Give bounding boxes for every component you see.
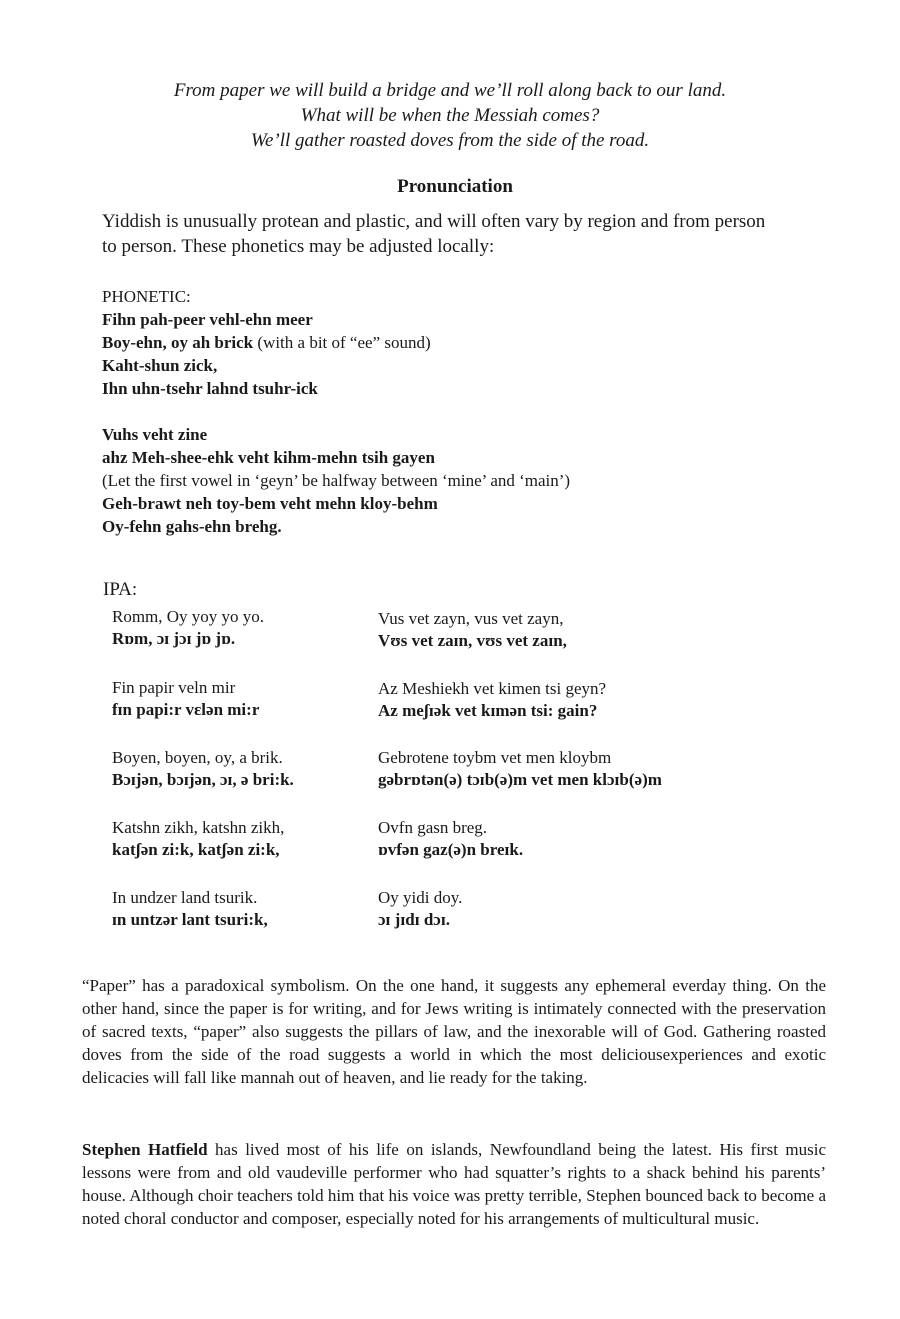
ipa-right-stanza-4 bbox=[378, 817, 523, 861]
phonetic-line-4: Ihn uhn-tsehr lahnd tsuhr-ick bbox=[102, 379, 318, 398]
ipa-left-3-text: Boyen, boyen, oy, a brik. bbox=[112, 748, 283, 767]
pronunciation-intro-line-2: to person. These phonetics may be adjusted locally: bbox=[102, 236, 495, 257]
ipa-right-4-ipa: ɒvfən gaz(ə)n breɪk. bbox=[378, 840, 524, 859]
ipa-label: IPA: bbox=[103, 579, 138, 600]
ipa-right-2-ipa: Az meʃɪək vet kɪmən tsi: gain? bbox=[378, 701, 598, 720]
phonetic-block bbox=[102, 285, 570, 538]
ipa-right-1-text: Vus vet zayn, vus vet zayn, bbox=[378, 609, 564, 628]
bio-name: Stephen Hatfield bbox=[82, 1140, 208, 1159]
phonetic-line-3: Kaht-shun zick, bbox=[102, 356, 218, 375]
poem-line-3: We’ll gather roasted doves from the side of the road. bbox=[250, 130, 650, 151]
phonetic-label: PHONETIC: bbox=[102, 287, 191, 306]
ipa-right-stanza-1 bbox=[378, 608, 567, 652]
commentary-paragraph: “Paper” has a paradoxical symbolism. On the one hand, it suggests any ephemeral everday thing. On the other hand, since the paper is for writing, and for Jews writing is intimately connected with the preservation of sacred texts, “paper” also suggests the pillars of law, and the inexorable will of God. Gathering roasted doves from the side of the road suggests a world in which the most deliciousexperiences and exotic delicacies will fall like mannah out of heaven, and lie ready for the taking. bbox=[82, 976, 826, 1087]
ipa-left-stanza-2 bbox=[112, 677, 259, 721]
ipa-right-3-text: Gebrotene toybm vet men kloybm bbox=[378, 748, 612, 767]
ipa-left-stanza-4 bbox=[112, 817, 284, 861]
phonetic-spacer bbox=[102, 400, 570, 423]
ipa-right-4-text: Ovfn gasn breg. bbox=[378, 818, 488, 837]
ipa-right-stanza-5 bbox=[378, 887, 462, 931]
ipa-left-2-ipa: fɪn papi:r vɛlən mi:r bbox=[112, 700, 260, 719]
phonetic-line-2 bbox=[102, 331, 570, 354]
ipa-right-stanza-3 bbox=[378, 747, 662, 791]
ipa-right-2-text: Az Meshiekh vet kimen tsi geyn? bbox=[378, 679, 607, 698]
ipa-left-3-ipa: Bɔɪjən, bɔɪjən, ɔɪ, ə bri:k. bbox=[112, 770, 294, 789]
phonetic-line-2-note: (with a bit of “ee” sound) bbox=[253, 333, 431, 352]
phonetic-line-5: Vuhs veht zine bbox=[102, 425, 208, 444]
ipa-right-stanza-2 bbox=[378, 678, 606, 722]
ipa-left-2-text: Fin papir veln mir bbox=[112, 678, 236, 697]
poem-line-1: From paper we will build a bridge and we’ll roll along back to our land. bbox=[173, 80, 727, 101]
phonetic-line-7-note: (Let the first vowel in ‘geyn’ be halfway between ‘mine’ and ‘main’) bbox=[102, 471, 571, 490]
bio-text: has lived most of his life on islands, Newfoundland being the latest. His first music lessons were from and old vaudeville performer who had squatter’s rights to a shack behind his parents’ house. Although choir teachers told him that his voice was pretty terrible, Stephen bounced back to become a noted choral conductor and composer, especially noted for his arrangements of multicultural music. bbox=[82, 1140, 827, 1228]
phonetic-line-9: Oy-fehn gahs-ehn brehg. bbox=[102, 517, 282, 536]
poem-line-2: What will be when the Messiah comes? bbox=[300, 105, 600, 126]
pronunciation-heading: Pronunciation bbox=[397, 176, 513, 197]
ipa-left-1-text: Romm, Oy yoy yo yo. bbox=[112, 607, 265, 626]
ipa-right-5-text: Oy yidi doy. bbox=[378, 888, 463, 907]
ipa-right-5-ipa: ɔɪ jɪdɪ dɔɪ. bbox=[378, 910, 450, 929]
ipa-left-5-text: In undzer land tsurik. bbox=[112, 888, 258, 907]
ipa-left-1-ipa: Rɒm, ɔɪ jɔɪ jɒ jɒ. bbox=[112, 629, 236, 648]
phonetic-line-2-text: Boy-ehn, oy ah brick bbox=[102, 333, 254, 352]
phonetic-line-6: ahz Meh-shee-ehk veht kihm-mehn tsih gayen bbox=[102, 448, 435, 467]
phonetic-line-8: Geh-brawt neh toy-bem veht mehn kloy-behm bbox=[102, 494, 438, 513]
ipa-left-4-text: Katshn zikh, katshn zikh, bbox=[112, 818, 285, 837]
ipa-left-4-ipa: katʃən zi:k, katʃən zi:k, bbox=[112, 840, 280, 859]
pronunciation-intro-line-1: Yiddish is unusually protean and plastic, and will often vary by region and from person bbox=[102, 211, 766, 232]
ipa-left-5-ipa: ɪn untzər lant tsuri:k, bbox=[112, 910, 268, 929]
bio-paragraph bbox=[82, 1138, 826, 1230]
ipa-left-stanza-3 bbox=[112, 747, 294, 791]
ipa-left-stanza-5 bbox=[112, 887, 268, 931]
ipa-left-stanza-1 bbox=[112, 606, 264, 650]
phonetic-line-1: Fihn pah-peer vehl-ehn meer bbox=[102, 310, 313, 329]
ipa-right-3-ipa: gəbrɒtən(ə) tɔɪb(ə)m vet men klɔɪb(ə)m bbox=[378, 770, 662, 789]
ipa-right-1-ipa: Vʊs vet zaɪn, vʊs vet zaɪn, bbox=[378, 631, 567, 650]
